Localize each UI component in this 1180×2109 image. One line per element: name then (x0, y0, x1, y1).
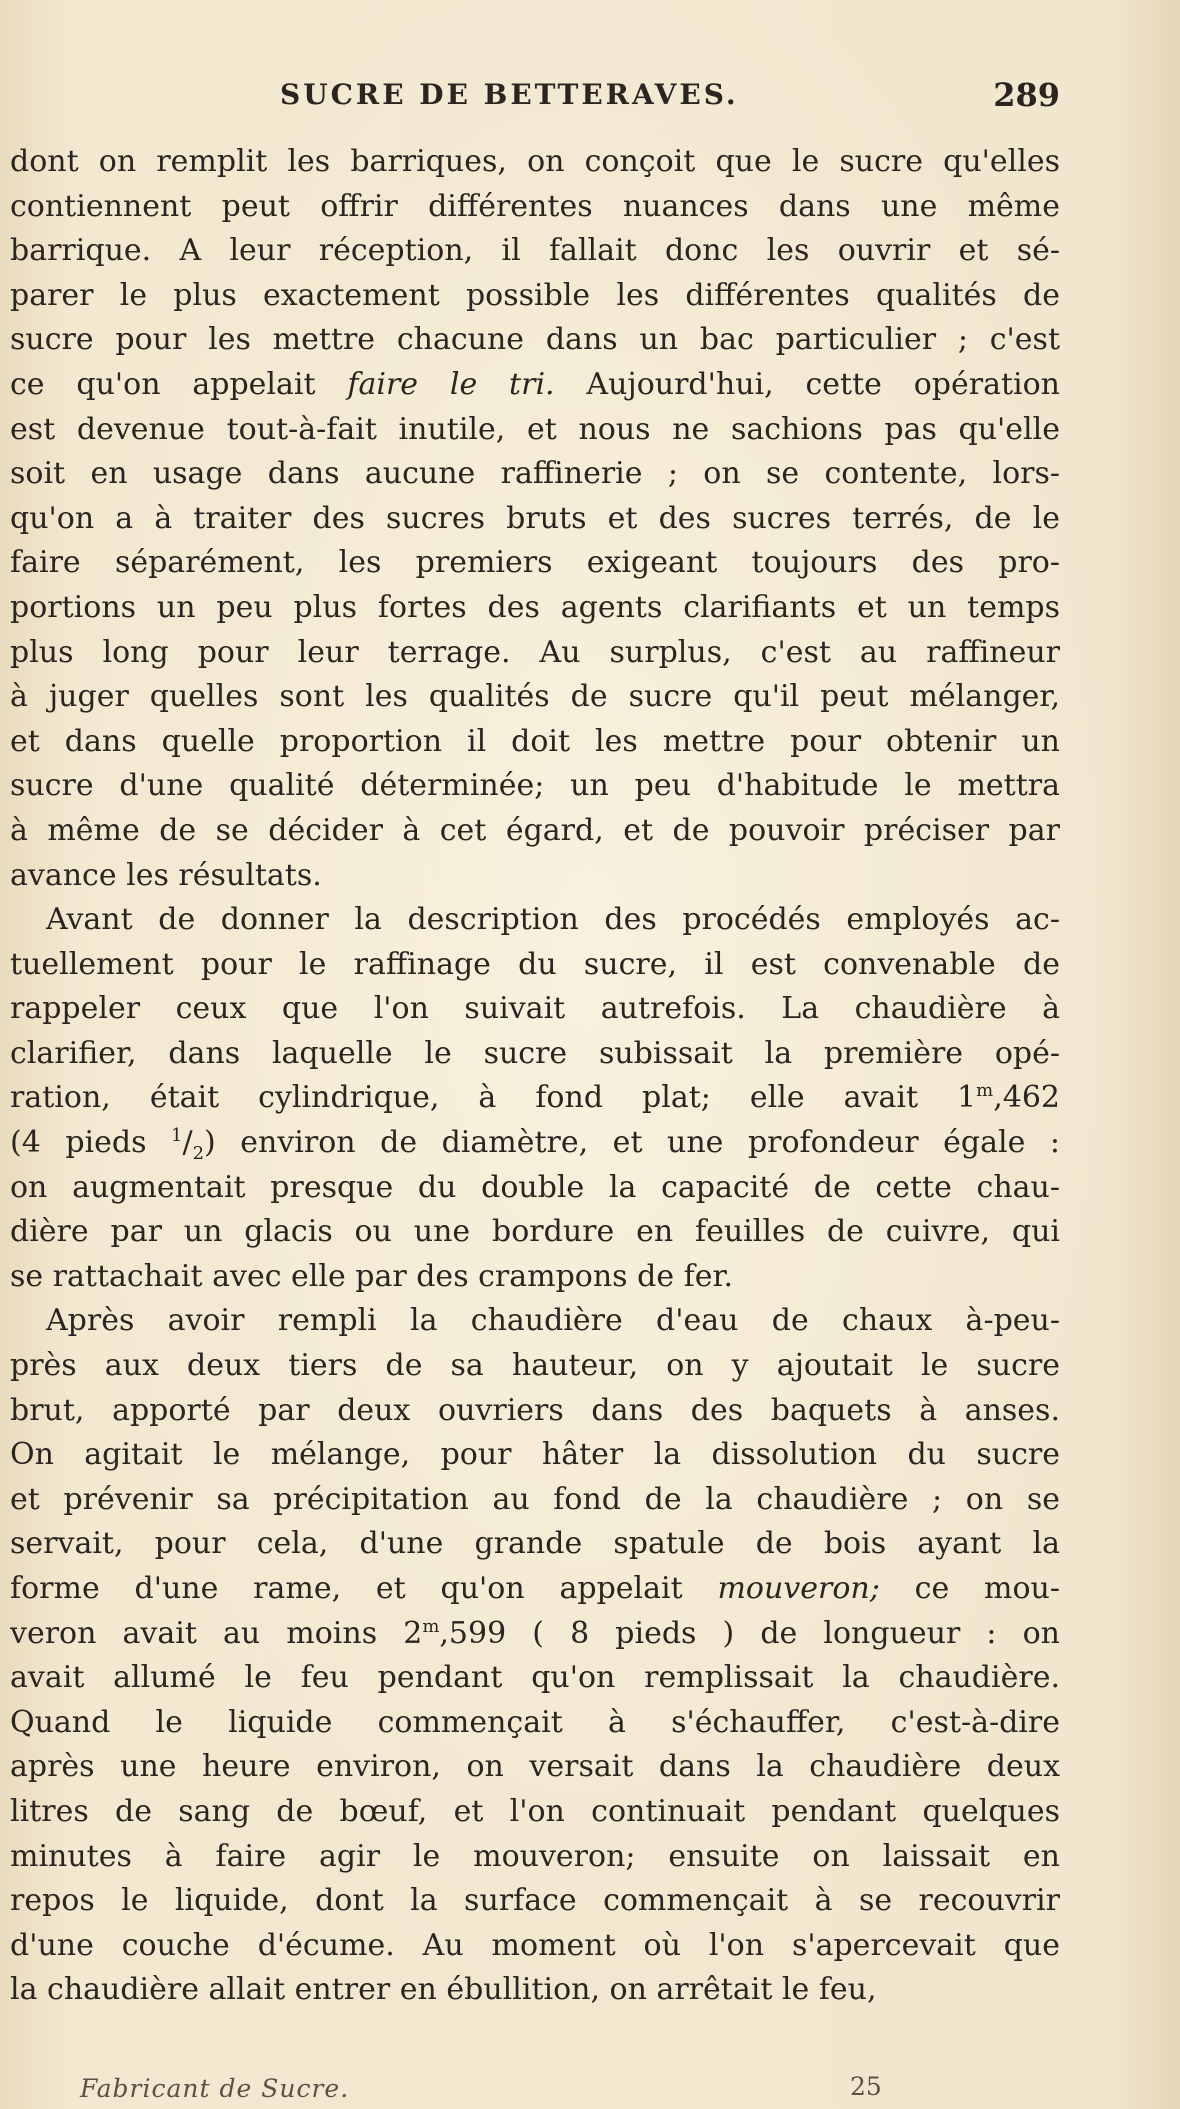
text-line (10, 1879, 1060, 1924)
text-run: rappeler ceux que l'on suivait autrefois. La chaudière à (10, 991, 1060, 1027)
subscript-run: 2 (192, 1143, 205, 1165)
text-run: ce qu'on appelait (10, 366, 348, 402)
signature-mark: Fabricant de Sucre. (80, 2074, 350, 2103)
text-line (10, 1612, 1060, 1657)
text-run: à juger quelles sont les qualités de sucre qu'il peut mélanger, (10, 679, 1060, 715)
text-line (10, 1478, 1060, 1523)
text-run: brut, apporté par deux ouvriers dans des baquets à anses. (10, 1392, 1060, 1428)
text-line (10, 1255, 1060, 1300)
text-line (10, 943, 1060, 988)
text-line (10, 1076, 1060, 1121)
text-run: Avant de donner la description des procédés employés ac- (46, 902, 1060, 938)
text-run: la chaudière allait entrer en ébullition, on arrêtait le feu, (10, 1972, 877, 2008)
text-line (10, 229, 1060, 274)
text-run: tuellement pour le raffinage du sucre, il est convenable de (10, 946, 1060, 982)
text-line (10, 1433, 1060, 1478)
text-line (10, 1968, 1060, 2013)
page-number: 289 (993, 76, 1060, 114)
text-run: ) environ de diamètre, et une profondeur égale : (204, 1125, 1060, 1161)
text-run: dière par un glacis ou une bordure en feuilles de cuivre, qui (10, 1214, 1060, 1250)
text-line (10, 898, 1060, 943)
paragraph (10, 140, 1060, 898)
text-line (10, 1790, 1060, 1835)
text-run: après une heure environ, on versait dans la chaudière deux (10, 1749, 1060, 1785)
text-run: parer le plus exactement possible les différentes qualités de (10, 277, 1060, 313)
text-run: sucre pour les mettre chacune dans un bac particulier ; c'est (10, 322, 1060, 358)
text-run: se rattachait avec elle par des crampons de fer. (10, 1258, 734, 1294)
text-line (10, 1745, 1060, 1790)
text-line (10, 720, 1060, 765)
text-run: ce mou- (879, 1571, 1060, 1606)
text-run: contiennent peut offrir différentes nuances dans une même (10, 188, 1060, 224)
text-line (10, 1121, 1060, 1166)
text-run: d'une couche d'écume. Au moment où l'on s'apercevait que (10, 1927, 1060, 1963)
text-line (10, 1389, 1060, 1434)
italic-run: mouveron; (717, 1571, 880, 1606)
text-run: servait, pour cela, d'une grande spatule de bois ayant la (10, 1526, 1060, 1562)
superscript-run: 1 (171, 1125, 183, 1147)
text-line (10, 541, 1060, 586)
superscript-run: m (976, 1080, 994, 1102)
text-run: faire séparément, les premiers exigeant toujours des pro- (10, 545, 1060, 581)
text-line (10, 631, 1060, 676)
text-line (10, 318, 1060, 363)
paragraph (10, 898, 1060, 1299)
text-line (10, 586, 1060, 631)
text-run: barrique. A leur réception, il fallait donc les ouvrir et sé- (10, 233, 1060, 269)
text-line (10, 1166, 1060, 1211)
text-line (10, 497, 1060, 542)
text-run: veron avait au moins 2 (10, 1615, 423, 1651)
text-run: clarifier, dans laquelle le sucre subissait la première opé- (10, 1035, 1060, 1071)
text-run: soit en usage dans aucune raffinerie ; on se contente, lors- (10, 456, 1060, 492)
paragraph (10, 1299, 1060, 2013)
text-run: près aux deux tiers de sa hauteur, on y ajoutait le sucre (10, 1348, 1060, 1384)
text-line (10, 854, 1060, 899)
text-run: à même de se décider à cet égard, et de pouvoir préciser par (10, 812, 1060, 848)
text-run: / (182, 1125, 193, 1161)
text-line (10, 1522, 1060, 1567)
text-run: plus long pour leur terrage. Au surplus, c'est au raffineur (10, 634, 1060, 670)
text-line (10, 987, 1060, 1032)
text-line (10, 809, 1060, 854)
text-run: On agitait le mélange, pour hâter la dissolution du sucre (10, 1437, 1060, 1473)
text-line (10, 764, 1060, 809)
text-line (10, 1210, 1060, 1255)
text-line (10, 675, 1060, 720)
text-line (10, 1567, 1060, 1612)
text-run: ,599 ( 8 pieds ) de longueur : on (439, 1615, 1060, 1651)
page-header (10, 78, 1060, 118)
text-run: est devenue tout-à-fait inutile, et nous ne sachions pas qu'elle (10, 411, 1060, 447)
text-line (10, 1656, 1060, 1701)
text-line (10, 408, 1060, 453)
text-run: avait allumé le feu pendant qu'on remplissait la chaudière. (10, 1660, 1060, 1696)
text-run: et dans quelle proportion il doit les mettre pour obtenir un (10, 723, 1060, 759)
text-run: repos le liquide, dont la surface commençait à se recouvrir (10, 1883, 1060, 1919)
text-run: forme d'une rame, et qu'on appelait (10, 1571, 718, 1606)
superscript-run: m (422, 1615, 440, 1637)
text-line (10, 1924, 1060, 1969)
text-line (10, 1032, 1060, 1077)
text-run: qu'on a à traiter des sucres bruts et des sucres terrés, de le (10, 500, 1060, 536)
text-run: Aujourd'hui, cette opération (554, 366, 1060, 402)
text-run: portions un peu plus fortes des agents clarifiants et un temps (10, 589, 1060, 625)
text-run: on augmentait presque du double la capacité de cette chau- (10, 1169, 1060, 1205)
text-run: Quand le liquide commençait à s'échauffer, c'est-à-dire (10, 1704, 1060, 1740)
text-run: litres de sang de bœuf, et l'on continuait pendant quelques (10, 1793, 1060, 1829)
text-run: ration, était cylindrique, à fond plat; elle avait 1 (10, 1080, 977, 1116)
text-line (10, 140, 1060, 185)
text-line (10, 452, 1060, 497)
text-line (10, 1344, 1060, 1389)
text-run: (4 pieds (10, 1125, 171, 1161)
signature-number: 25 (850, 2072, 882, 2101)
running-title: SUCRE DE BETTERAVES. (280, 78, 739, 111)
text-line (10, 1701, 1060, 1746)
text-run: minutes à faire agir le mouveron; ensuite on laissait en (10, 1838, 1060, 1874)
text-line (10, 1835, 1060, 1880)
text-line (10, 274, 1060, 319)
text-run: sucre d'une qualité déterminée; un peu d'habitude le mettra (10, 768, 1060, 804)
text-run: avance les résultats. (10, 857, 322, 893)
body-text (10, 140, 1060, 2013)
text-run: ,462 (993, 1080, 1060, 1116)
text-line (10, 185, 1060, 230)
page-footer (80, 2072, 920, 2108)
text-line (10, 1299, 1060, 1344)
text-run: Après avoir rempli la chaudière d'eau de chaux à-peu- (46, 1303, 1060, 1339)
text-run: et prévenir sa précipitation au fond de la chaudière ; on se (10, 1481, 1060, 1517)
text-run: dont on remplit les barriques, on conçoit que le sucre qu'elles (10, 144, 1060, 179)
text-line (10, 363, 1060, 408)
italic-run: faire le tri. (347, 366, 555, 402)
